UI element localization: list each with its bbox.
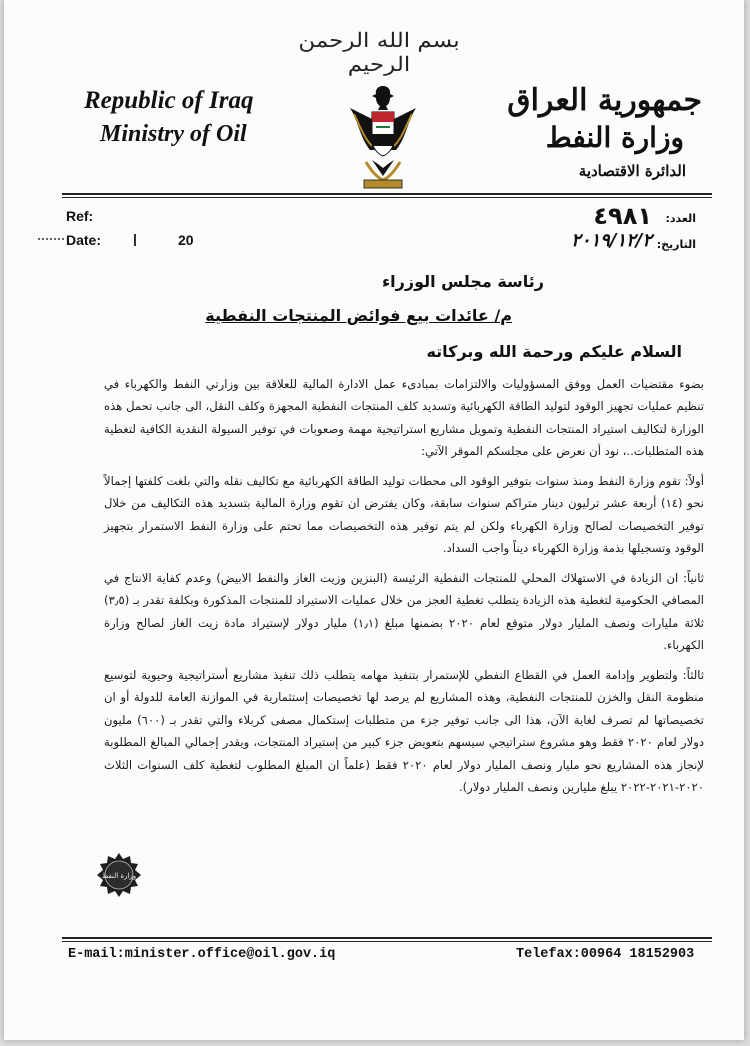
letter-page: [4, 0, 744, 1040]
paragraph-first: أولاً: تقوم وزارة النفط ومنذ سنوات بتوفير الوقود الى محطات توليد الطاقة الكهربائية مع تكاليف نقله والتي بلغت كلفتها إجمالاً نحو (١٤) أربعة عشر ترليون دينار متراكم سنوات سابقة، وكان يفترض ان تقوم وزارة المالية بتسديد هذه التكاليف من خلال توفير التخصيصات لصالح وزارة الكهرباء ولكن لم يتم توفير هذه التخصيصات مما تحتم على وزارة النفط الاستمرار بتجهيز الوقود وتسجيلها بذمة وزارة الكهرباء ديناً واجب السداد.: [104, 474, 704, 556]
redaction-mark: [38, 238, 64, 240]
ministry-seal-icon: [96, 852, 142, 898]
number-value-ar: ٤٩٨١: [593, 202, 652, 230]
header-rule: [62, 193, 712, 195]
english-ministry-name: Ministry of Oil: [100, 121, 247, 147]
arabic-department-name: الدائرة الاقتصادية: [578, 162, 686, 180]
arabic-country-name: جمهورية العراق: [507, 83, 702, 118]
basmala: بسم الله الرحمن الرحيم: [298, 28, 460, 76]
english-country-name: Republic of Iraq: [84, 87, 254, 114]
greeting: السلام عليكم ورحمة الله وبركاته: [426, 342, 682, 361]
arabic-ministry-name: وزارة النفط: [545, 121, 684, 154]
header-rule-thin: [62, 197, 712, 198]
footer-telefax: Telefax:00964 18152903: [516, 947, 695, 962]
date-value: 20: [178, 232, 194, 248]
number-label-ar: العدد:: [665, 212, 696, 225]
addressee: رئاسة مجلس الوزراء: [382, 272, 544, 291]
subject-line: م/ عائدات بيع فوائض المنتجات النفطية: [205, 306, 512, 325]
footer-rule: [62, 937, 712, 939]
date-value-ar: ٢٠١٩/١٢/٢: [571, 230, 652, 251]
footer-rule-thin: [62, 941, 712, 942]
date-label: Date:: [66, 232, 102, 248]
date-label-ar: التاريخ:: [656, 238, 696, 251]
footer-email: E-mail:minister.office@oil.gov.iq: [68, 947, 336, 962]
redaction-tick: [134, 234, 136, 246]
seal-text: وزارة النفط: [101, 872, 137, 880]
paragraph-third: ثالثاً: ولتطوير وإدامة العمل في القطاع النفطي للإستمرار بتنفيذ مهامه يتطلب ذلك تنفيذ مشاريع أستراتيجية وحيوية لتوسيع منظومة النقل والخزن للمنتجات النفطية، وهذه المشاريع لم يرصد لها تخصيصات إستثمارية في الموازنة العامة للدولة أو ان تخصيصاتها لم تصرف لغاية الآن، هذا الى جانب توفير جزء من متطلبات إستكمال مصفى كربلاء والتي تقدر بـ (٦٠٠) مليون دولار لعام ٢٠٢٠ فقط وهو مشروع ستراتيجي سيسهم بتعويض جزء كبير من إستيراد المنتجات، ويقدر إجمالي المبالغ المطلوبة لإنجاز هذه المشاريع نحو مليار ونصف المليار دولار لعام ٢٠٢٠ فقط (علماً ان المبلغ المطلوب لتغطية كلف السنوات الثلاث ٢٠٢٠-٢٠٢١-٢٠٢٢ يبلغ مليارين ونصف المليار دولار).: [104, 668, 704, 795]
paragraph-intro: بضوء مقتضيات العمل ووفق المسؤوليات والالتزامات بمبادىء عمل الادارة المالية للعلاقة بين وزارتي النفط والكهرباء في تنظيم عمليات تجهيز الوقود لتوليد الطاقة الكهربائية وتسديد كلف المنتجات النفطية المجهزة وكلف النقل، الى جانب تحمل هذه الوزارة لتكاليف استيراد المنتجات النفطية وتمويل مشاريع استراتيجية مهمة وصعوبات في توفير السيولة النقدية الكافية لتغطية هذه المتطلبات..، نود أن نعرض على مجلسكم الموقر الآتي:: [104, 377, 704, 459]
paragraph-second: ثانياً: ان الزيادة في الاستهلاك المحلي للمنتجات النفطية الرئيسة (البنزين وزيت الغاز والنفط الابيض) وعدم كفاية الانتاج في المصافي الحكومية لتغطية هذه الزيادة يتطلب تغطية العجز من خلال عمليات الاستيراد للمنتجات المذكورة وبكلفة تقدر بـ (٣٫٥) ثلاثة مليارات ونصف المليار دولار متوقع لعام ٢٠٢٠ بضمنها مبلغ (١٫١) مليار دولار لإستيراد مادة زيت الغاز لصالح وزارة الكهرباء.: [104, 571, 704, 653]
ref-label: Ref:: [66, 208, 94, 224]
iraq-eagle-emblem-icon: [342, 80, 424, 192]
